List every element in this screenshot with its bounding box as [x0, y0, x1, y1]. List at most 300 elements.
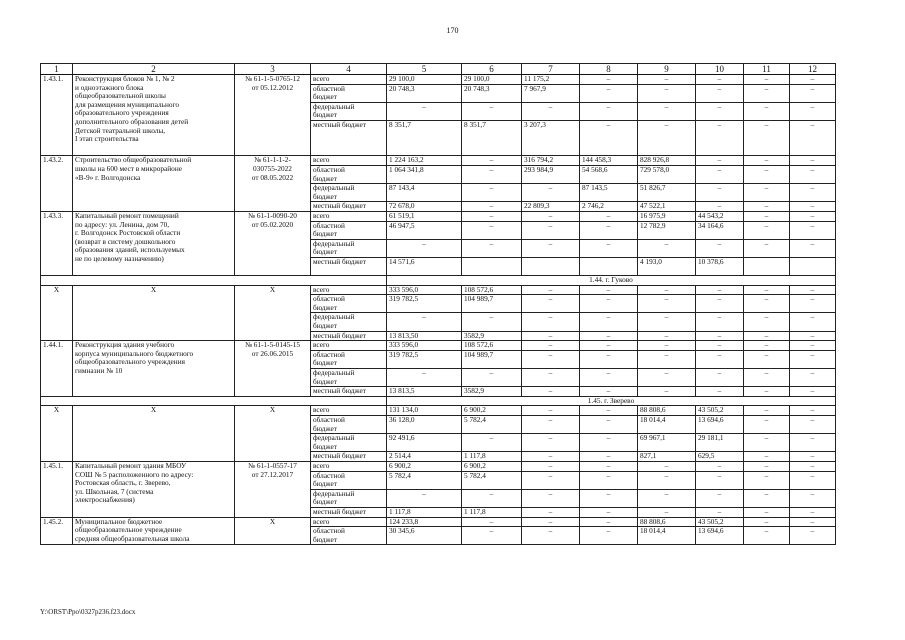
funding-source: [311, 257, 387, 275]
funding-source-label: бюджет: [313, 191, 337, 201]
amount-cell: –: [744, 489, 790, 507]
funding-source: [311, 406, 387, 416]
table-row: [41, 285, 836, 295]
funding-source: [311, 295, 387, 313]
funding-source-label: бюджет: [313, 423, 337, 433]
amount-cell: –: [790, 295, 836, 313]
funding-source-label: бюджет: [313, 302, 337, 312]
amount-cell: –: [744, 434, 790, 452]
amount-cell: 6 900,2: [462, 406, 522, 416]
item-name-line: Капитальный ремонт здания МБОУ: [75, 461, 187, 470]
funding-source-label: всего: [313, 405, 330, 415]
amount-cell: –: [790, 239, 836, 257]
amount-cell: –: [790, 313, 836, 331]
amount-cell: –: [744, 452, 790, 462]
amount-cell: 1 224 163,2: [387, 156, 462, 166]
item-name-line: не по целевому назначению): [75, 253, 164, 263]
funding-source-label: областной: [313, 350, 345, 359]
item-name: [73, 285, 235, 341]
amount-cell: 3582,9: [462, 331, 522, 341]
amount-cell: –: [522, 295, 580, 313]
table-row: [41, 156, 836, 166]
page-number: 170: [446, 26, 459, 35]
amount-cell: –: [744, 221, 790, 239]
amount-cell: 22 809,3: [522, 202, 580, 212]
amount-cell: –: [580, 434, 638, 452]
amount-cell: –: [696, 102, 744, 120]
amount-cell: 87 143,4: [387, 184, 462, 202]
amount-cell: –: [462, 165, 522, 183]
amount-cell: –: [638, 341, 696, 351]
amount-cell: –: [580, 369, 638, 387]
amount-cell: –: [580, 507, 638, 517]
amount-cell: 131 134,0: [387, 406, 462, 416]
document-ref-line: X: [269, 285, 276, 294]
column-header: 10: [696, 64, 744, 75]
amount-cell: 29 100,0: [462, 75, 522, 85]
document-ref-line: от 05.02.2020: [251, 219, 294, 229]
amount-cell: –: [638, 120, 696, 155]
amount-cell: 108 572,6: [462, 285, 522, 295]
column-header: 8: [580, 64, 638, 75]
amount-cell: –: [522, 369, 580, 387]
amount-cell: –: [696, 369, 744, 387]
column-header: 5: [387, 64, 462, 75]
funding-source-label: бюджет: [313, 479, 337, 489]
financing-table: [40, 63, 836, 545]
amount-cell: 8 351,7: [387, 120, 462, 155]
amount-cell: –: [696, 156, 744, 166]
funding-source: [311, 202, 387, 212]
item-name-line: «В-9» г. Волгодонска: [75, 172, 141, 182]
amount-cell: –: [696, 507, 744, 517]
item-name-line: СОШ № 5 расположенного по адресу:: [75, 469, 194, 479]
amount-cell: [744, 257, 790, 275]
amount-cell: –: [522, 184, 580, 202]
amount-cell: 18 014,4: [638, 415, 696, 433]
item-name-line: (возврат в систему дошкольного: [75, 236, 176, 246]
amount-cell: –: [744, 102, 790, 120]
amount-cell: 29 100,0: [387, 75, 462, 85]
amount-cell: –: [790, 369, 836, 387]
column-header: 7: [522, 64, 580, 75]
funding-source-label: бюджет: [313, 441, 337, 451]
funding-source: [311, 165, 387, 183]
item-name-line: и одноэтажного блока: [75, 82, 144, 92]
section-row: [41, 396, 836, 406]
funding-source: [311, 434, 387, 452]
item-name-line: Ростовская область, г. Зверево,: [75, 478, 171, 488]
amount-cell: 293 984,9: [522, 165, 580, 183]
item-name-line: по адресу: ул. Ленина, дом 70,: [75, 219, 170, 229]
amount-cell: –: [744, 517, 790, 527]
amount-cell: –: [638, 471, 696, 489]
amount-cell: –: [522, 527, 580, 545]
funding-source-label: бюджет: [313, 321, 337, 331]
funding-source: [311, 211, 387, 221]
section-row: [41, 276, 836, 286]
document-ref: [235, 461, 311, 517]
amount-cell: –: [638, 507, 696, 517]
amount-cell: 827,1: [638, 452, 696, 462]
column-header: 4: [311, 64, 387, 75]
amount-cell: –: [522, 406, 580, 416]
amount-cell: 43 505,2: [696, 406, 744, 416]
amount-cell: 5 782,4: [462, 415, 522, 433]
amount-cell: –: [580, 102, 638, 120]
funding-source-label: всего: [313, 340, 330, 350]
amount-cell: 629,5: [696, 452, 744, 462]
item-name-line: Реконструкция здания учебного: [75, 340, 175, 350]
amount-cell: –: [462, 434, 522, 452]
amount-cell: –: [744, 156, 790, 166]
funding-source-label: местный бюджет: [313, 331, 366, 340]
amount-cell: –: [744, 461, 790, 471]
document-ref-line: от 26.06.2015: [251, 348, 294, 358]
amount-cell: –: [638, 313, 696, 331]
amount-cell: –: [522, 461, 580, 471]
column-header: 2: [73, 64, 235, 75]
amount-cell: –: [522, 507, 580, 517]
item-name-line: X: [150, 405, 157, 415]
funding-source: [311, 285, 387, 295]
funding-source: [311, 313, 387, 331]
amount-cell: –: [744, 387, 790, 397]
amount-cell: –: [580, 406, 638, 416]
amount-cell: –: [696, 489, 744, 507]
amount-cell: –: [744, 120, 790, 155]
funding-source-label: областной: [313, 221, 345, 230]
amount-cell: –: [580, 313, 638, 331]
amount-cell: –: [522, 221, 580, 239]
funding-source-label: всего: [313, 211, 330, 220]
amount-cell: –: [580, 471, 638, 489]
funding-source: [311, 102, 387, 120]
funding-source: [311, 75, 387, 85]
amount-cell: 5 782,4: [462, 471, 522, 489]
amount-cell: –: [790, 202, 836, 212]
amount-cell: –: [790, 120, 836, 155]
amount-cell: –: [744, 369, 790, 387]
header-row: [41, 64, 836, 75]
amount-cell: 18 014,4: [638, 527, 696, 545]
amount-cell: –: [696, 341, 744, 351]
funding-source: [311, 331, 387, 341]
funding-source-label: местный бюджет: [313, 507, 366, 516]
amount-cell: –: [696, 202, 744, 212]
amount-cell: –: [744, 331, 790, 341]
funding-source: [311, 517, 387, 527]
amount-cell: –: [580, 75, 638, 85]
funding-source-label: бюджет: [313, 92, 337, 102]
amount-cell: –: [522, 313, 580, 331]
amount-cell: –: [638, 331, 696, 341]
amount-cell: –: [580, 331, 638, 341]
amount-cell: 12 782,9: [638, 221, 696, 239]
amount-cell: –: [790, 102, 836, 120]
item-name-line: для размещения муниципального: [75, 99, 179, 109]
item-name-line: I этап строительства: [75, 134, 139, 144]
amount-cell: –: [790, 434, 836, 452]
amount-cell: 16 975,9: [638, 211, 696, 221]
amount-cell: –: [744, 507, 790, 517]
funding-source-label: бюджет: [313, 173, 337, 183]
document-ref-line: от 27.12.2017: [251, 469, 294, 479]
amount-cell: –: [790, 75, 836, 85]
amount-cell: 316 794,2: [522, 156, 580, 166]
amount-cell: –: [522, 239, 580, 257]
amount-cell: 10 378,6: [696, 257, 744, 275]
amount-cell: –: [744, 184, 790, 202]
document-ref-line: X: [269, 405, 276, 415]
funding-source-label: федеральный: [313, 183, 355, 193]
amount-cell: –: [580, 84, 638, 102]
funding-source-label: бюджет: [313, 534, 337, 544]
item-name-line: дополнительного образования детей: [75, 116, 189, 126]
amount-cell: –: [580, 461, 638, 471]
funding-source-label: бюджет: [313, 229, 337, 239]
document-ref-line: № 61-1-1-2-: [254, 155, 291, 165]
amount-cell: 47 522,1: [638, 202, 696, 212]
funding-source: [311, 461, 387, 471]
amount-cell: –: [790, 461, 836, 471]
amount-cell: –: [462, 184, 522, 202]
amount-cell: –: [522, 489, 580, 507]
item-name: [73, 211, 235, 275]
funding-source: [311, 369, 387, 387]
amount-cell: 6 900,2: [387, 461, 462, 471]
document-ref-line: № 61-1-0090-20: [248, 211, 297, 220]
amount-cell: –: [522, 350, 580, 368]
funding-source-label: федеральный: [313, 489, 355, 498]
funding-source-label: федеральный: [313, 312, 355, 322]
funding-source-label: областной: [313, 84, 345, 93]
document-ref: [235, 156, 311, 212]
amount-cell: –: [387, 489, 462, 507]
item-name-line: школы на 600 мест в микрорайоне: [75, 163, 182, 173]
funding-source-label: федеральный: [313, 239, 355, 248]
amount-cell: 6 900,2: [462, 461, 522, 471]
amount-cell: –: [744, 295, 790, 313]
table-row: [41, 406, 836, 416]
amount-cell: –: [744, 84, 790, 102]
amount-cell: –: [790, 221, 836, 239]
funding-source-label: бюджет: [313, 497, 337, 507]
amount-cell: –: [790, 452, 836, 462]
item-number: 1.43.3.: [41, 211, 73, 275]
column-header: 11: [744, 64, 790, 75]
amount-cell: [790, 257, 836, 275]
funding-source: [311, 527, 387, 545]
amount-cell: 30 345,6: [387, 527, 462, 545]
amount-cell: –: [696, 120, 744, 155]
amount-cell: –: [696, 184, 744, 202]
amount-cell: 319 782,5: [387, 350, 462, 368]
amount-cell: 104 989,7: [462, 295, 522, 313]
table-row: [41, 461, 836, 471]
amount-cell: –: [696, 285, 744, 295]
column-header: 1: [41, 64, 73, 75]
amount-cell: –: [387, 239, 462, 257]
item-name-line: общеобразовательной школы: [75, 91, 166, 101]
item-number: 1.45.1.: [41, 461, 73, 517]
amount-cell: –: [744, 471, 790, 489]
column-header: 12: [790, 64, 836, 75]
amount-cell: –: [580, 120, 638, 155]
document-ref-line: X: [269, 517, 276, 526]
amount-cell: –: [638, 489, 696, 507]
item-name: [73, 406, 235, 462]
funding-source-label: всего: [313, 74, 330, 83]
amount-cell: –: [522, 387, 580, 397]
item-name: [73, 75, 235, 156]
amount-cell: –: [790, 350, 836, 368]
amount-cell: [580, 257, 638, 275]
item-name-line: образовательного учреждения: [75, 108, 169, 118]
amount-cell: –: [462, 102, 522, 120]
amount-cell: –: [790, 406, 836, 416]
section-spacer: [41, 276, 387, 286]
funding-source: [311, 489, 387, 507]
amount-cell: –: [790, 471, 836, 489]
amount-cell: –: [580, 221, 638, 239]
amount-cell: –: [522, 517, 580, 527]
amount-cell: 108 572,6: [462, 341, 522, 351]
amount-cell: –: [790, 341, 836, 351]
amount-cell: 87 143,5: [580, 184, 638, 202]
funding-source-label: бюджет: [313, 376, 337, 386]
amount-cell: 51 826,7: [638, 184, 696, 202]
amount-cell: 828 926,8: [638, 156, 696, 166]
amount-cell: –: [744, 406, 790, 416]
amount-cell: 13 694,6: [696, 415, 744, 433]
amount-cell: –: [790, 415, 836, 433]
funding-source-label: местный бюджет: [313, 386, 366, 396]
amount-cell: –: [638, 285, 696, 295]
amount-cell: –: [462, 239, 522, 257]
funding-source-label: федеральный: [313, 368, 355, 378]
funding-source-label: областной: [313, 294, 345, 304]
item-number: 1.44.1.: [41, 341, 73, 397]
item-number: X: [41, 285, 73, 341]
amount-cell: 729 578,0: [638, 165, 696, 183]
amount-cell: –: [462, 221, 522, 239]
amount-cell: 13 694,6: [696, 527, 744, 545]
item-name-line: Строительство общеобразовательной: [75, 155, 192, 165]
amount-cell: 46 947,5: [387, 221, 462, 239]
document-ref: [235, 341, 311, 397]
amount-cell: –: [638, 350, 696, 368]
item-name-line: ул. Школьная, 7 (система: [75, 486, 154, 496]
amount-cell: 72 678,0: [387, 202, 462, 212]
amount-cell: 1 117,8: [387, 507, 462, 517]
amount-cell: –: [638, 239, 696, 257]
funding-source: [311, 341, 387, 351]
amount-cell: –: [580, 489, 638, 507]
amount-cell: –: [522, 102, 580, 120]
funding-source: [311, 84, 387, 102]
amount-cell: –: [387, 102, 462, 120]
item-name-line: средняя общеобразовательная школа: [75, 533, 190, 543]
amount-cell: –: [790, 387, 836, 397]
funding-source-label: местный бюджет: [313, 201, 366, 211]
amount-cell: –: [744, 313, 790, 331]
funding-source-label: федеральный: [313, 433, 355, 443]
amount-cell: –: [790, 211, 836, 221]
item-name-line: корпуса муниципального бюджетного: [75, 348, 194, 358]
item-name-line: образования зданий, используемых: [75, 245, 185, 255]
document-ref: [235, 406, 311, 462]
table-row: [41, 211, 836, 221]
funding-source-label: бюджет: [313, 247, 337, 257]
amount-cell: –: [744, 75, 790, 85]
amount-cell: 5 782,4: [387, 471, 462, 489]
amount-cell: 3 207,3: [522, 120, 580, 155]
funding-source: [311, 387, 387, 397]
funding-source-label: всего: [313, 155, 330, 165]
amount-cell: –: [696, 461, 744, 471]
item-number: 1.43.2.: [41, 156, 73, 212]
amount-cell: 54 568,6: [580, 165, 638, 183]
amount-cell: –: [580, 211, 638, 221]
amount-cell: 34 164,6: [696, 221, 744, 239]
amount-cell: 44 543,2: [696, 211, 744, 221]
funding-source: [311, 239, 387, 257]
amount-cell: 1 117,8: [462, 507, 522, 517]
amount-cell: [462, 257, 522, 275]
amount-cell: –: [580, 295, 638, 313]
item-name: [73, 461, 235, 517]
amount-cell: 69 967,1: [638, 434, 696, 452]
item-name-line: Детской театральной школы,: [75, 125, 166, 135]
funding-source: [311, 415, 387, 433]
amount-cell: –: [638, 387, 696, 397]
amount-cell: 124 233,8: [387, 517, 462, 527]
amount-cell: –: [580, 517, 638, 527]
amount-cell: –: [580, 350, 638, 368]
amount-cell: –: [790, 507, 836, 517]
funding-source-label: всего: [313, 517, 330, 526]
item-name-line: Реконструкция блоков № 1, № 2: [75, 74, 175, 83]
amount-cell: –: [744, 239, 790, 257]
funding-source: [311, 471, 387, 489]
amount-cell: –: [696, 165, 744, 183]
amount-cell: –: [580, 415, 638, 433]
amount-cell: 29 181,1: [696, 434, 744, 452]
document-ref: [235, 285, 311, 341]
item-number: X: [41, 406, 73, 462]
amount-cell: 1 064 341,8: [387, 165, 462, 183]
amount-cell: –: [638, 75, 696, 85]
column-header: 6: [462, 64, 522, 75]
amount-cell: –: [580, 285, 638, 295]
document-ref-line: 030755-2022: [253, 163, 292, 173]
amount-cell: –: [696, 295, 744, 313]
amount-cell: 13 813,50: [387, 331, 462, 341]
amount-cell: 88 808,6: [638, 406, 696, 416]
section-spacer: [41, 396, 387, 406]
amount-cell: –: [522, 434, 580, 452]
amount-cell: [522, 257, 580, 275]
funding-source-label: всего: [313, 285, 330, 294]
funding-source-label: местный бюджет: [313, 120, 366, 129]
amount-cell: –: [744, 211, 790, 221]
item-name-line: общеобразовательное учреждение: [75, 525, 182, 535]
amount-cell: 11 175,2: [522, 75, 580, 85]
section-title: 1.45. г. Зверево: [387, 396, 836, 406]
amount-cell: –: [744, 202, 790, 212]
amount-cell: –: [638, 461, 696, 471]
